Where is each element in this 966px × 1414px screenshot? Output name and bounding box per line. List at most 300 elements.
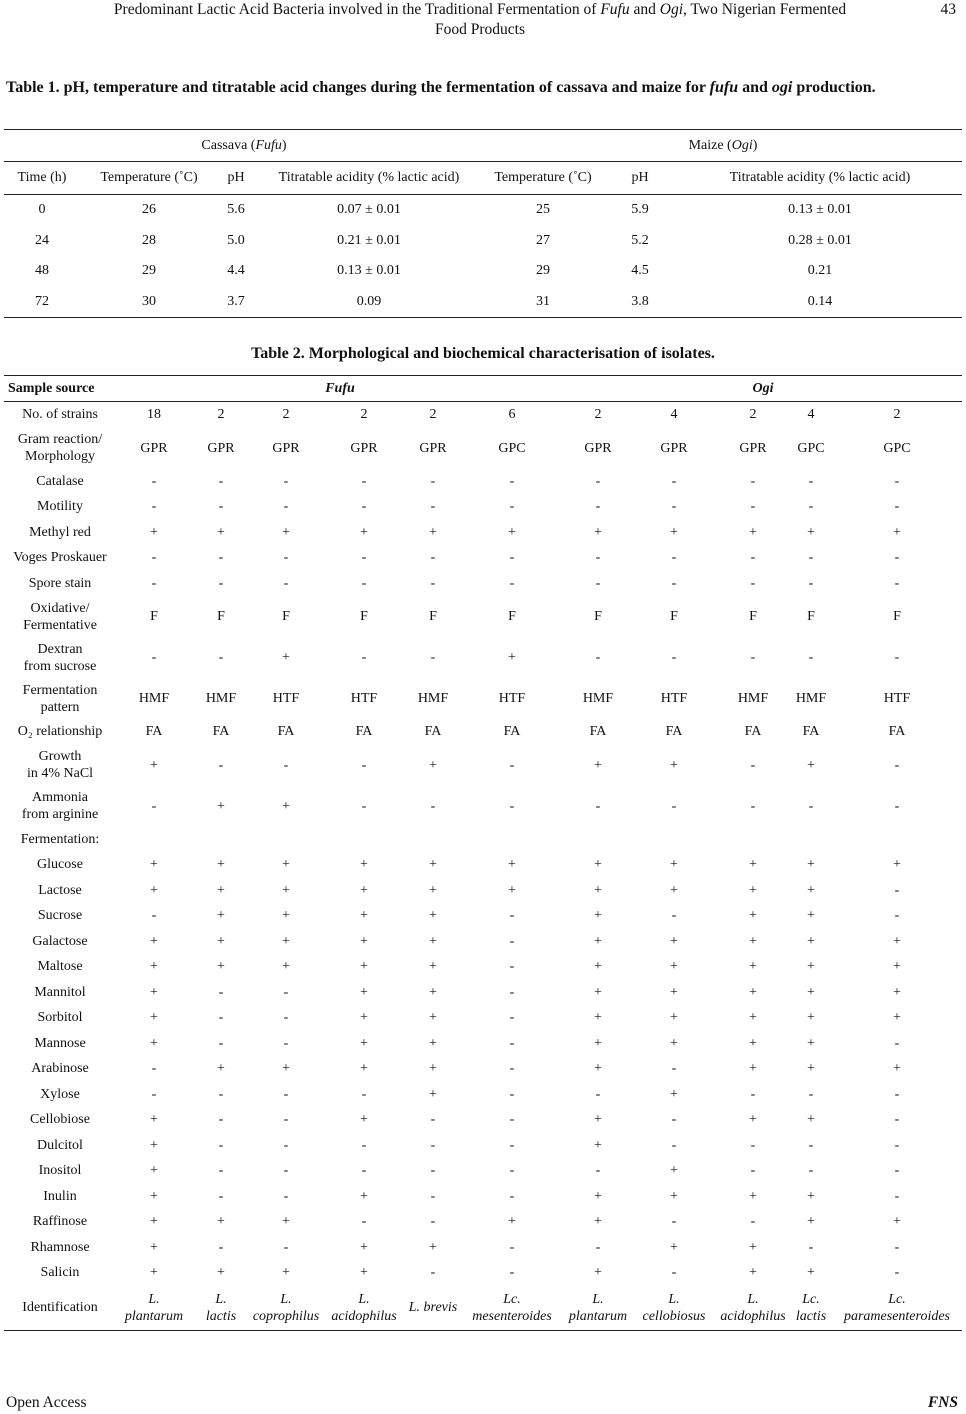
table1-row	[4, 195, 962, 226]
table2-cell: -	[151, 1061, 157, 1077]
table1-cell: 3.7	[227, 293, 245, 309]
table2-cell	[790, 827, 832, 853]
table1-header: pH	[218, 162, 254, 195]
identification-cell: L. plantarum	[124, 1291, 184, 1324]
table1-cell: 48	[35, 263, 49, 279]
table2-cell: +	[749, 1035, 757, 1051]
table2-cell: +	[749, 959, 757, 975]
table2-cell: -	[218, 1163, 224, 1179]
table2-cell: -	[430, 575, 436, 591]
table2-cell: -	[361, 1086, 367, 1102]
table2-cell: -	[894, 1137, 900, 1153]
table2-row	[4, 1005, 962, 1031]
table2-cell: -	[671, 798, 677, 814]
table2-cell: +	[429, 1239, 437, 1255]
table2-cell: FA	[665, 724, 683, 740]
table2-cell: +	[670, 959, 678, 975]
table2-cell: -	[595, 550, 601, 566]
table2-row-label: Mannose	[34, 1035, 86, 1051]
table2-cell: -	[894, 882, 900, 898]
table2-cell: +	[508, 1214, 516, 1230]
table2-row-label: Gram reaction/ Morphology	[17, 432, 103, 464]
table2-cell: -	[361, 798, 367, 814]
table2-row	[4, 719, 962, 745]
table2-cell: -	[595, 499, 601, 515]
table2-cell: +	[150, 1035, 158, 1051]
table1-header: Temperature (˚C)	[80, 162, 218, 195]
table2-cell: -	[894, 1163, 900, 1179]
table2-cell: -	[894, 1265, 900, 1281]
table2-cell: +	[594, 1061, 602, 1077]
table2-cell: -	[595, 1086, 601, 1102]
table2-cell: -	[430, 798, 436, 814]
table2-row-label: Motility	[37, 499, 83, 515]
table2-row-label: Glucose	[37, 857, 83, 873]
table2-cell: -	[283, 1239, 289, 1255]
table2-cell: -	[283, 473, 289, 489]
table2-cell: -	[218, 1239, 224, 1255]
table2-row-label: Maltose	[37, 959, 83, 975]
table2-cell: -	[361, 473, 367, 489]
table1-caption-fufu: fufu	[709, 79, 739, 96]
table2-cell: +	[150, 1265, 158, 1281]
table2-cell: +	[150, 1214, 158, 1230]
table2-cell: +	[360, 1188, 368, 1204]
table2-cell: +	[150, 882, 158, 898]
table2-row-label: Xylose	[40, 1086, 80, 1102]
table2-cell: +	[807, 1214, 815, 1230]
table2-cell: -	[894, 499, 900, 515]
table2-cell	[716, 827, 790, 853]
table2-row-label: Methyl red	[29, 524, 91, 540]
table2-cell: -	[509, 1188, 515, 1204]
identification-cell: L. acidophilus	[331, 1291, 397, 1324]
table2-cell: +	[150, 1137, 158, 1153]
group-maize	[484, 130, 962, 162]
table2-cell: -	[218, 650, 224, 665]
table2-cell: -	[430, 1188, 436, 1204]
table2-cell: HMF	[417, 691, 449, 706]
table2-cell: -	[430, 1214, 436, 1230]
table2-cell: GPR	[660, 440, 688, 456]
running-head	[40, 0, 920, 40]
table2-cell: +	[594, 908, 602, 924]
table2-cell: -	[218, 473, 224, 489]
table2-cell: -	[509, 1163, 515, 1179]
table2-row	[4, 1107, 962, 1133]
table1-caption-text: Table 1. pH, temperature and titratable acid changes during the fermentation of cassava and maize for	[6, 79, 710, 96]
group-cassava-paren: )	[281, 137, 287, 153]
table2-row	[4, 571, 962, 597]
table2-cell	[460, 827, 564, 853]
table2-cell: -	[808, 1137, 814, 1153]
table2-row-label: Oxidative/ Fermentative	[23, 600, 97, 633]
table1-cell: 27	[536, 232, 550, 248]
table2-cell: -	[509, 959, 515, 975]
table2-cell: -	[430, 1265, 436, 1281]
table2-cell: -	[671, 1061, 677, 1077]
table2-row-label: Fermentation pattern	[22, 682, 98, 715]
table2-cell: -	[671, 1214, 677, 1230]
table2-cell: +	[360, 1061, 368, 1077]
table2-cell: -	[361, 757, 367, 773]
table1-caption-ogi: ogi	[771, 79, 793, 96]
table2-cell: +	[594, 1112, 602, 1128]
table1	[4, 129, 962, 318]
table2-cell: +	[594, 933, 602, 949]
identification-label: Identification	[22, 1300, 98, 1315]
table2-cell: -	[283, 550, 289, 566]
table2-cell: -	[595, 650, 601, 665]
table1-caption	[6, 78, 962, 98]
table2-cell: -	[509, 1061, 515, 1077]
table2-cell: F	[508, 609, 516, 624]
table2-cell: +	[282, 857, 290, 873]
table2-row-label: Galactose	[32, 933, 88, 949]
table2-cell: FA	[503, 724, 521, 740]
table2-cell: -	[509, 550, 515, 566]
table2-cell: -	[750, 1086, 756, 1102]
table2-cell: F	[807, 609, 815, 624]
table2-cell: +	[893, 959, 901, 975]
table2-cell: +	[217, 959, 225, 975]
table2-cell: +	[670, 984, 678, 1000]
table2-cell: +	[282, 650, 290, 665]
table2-cell: +	[749, 1010, 757, 1026]
table2-cell: +	[508, 650, 516, 665]
table2-cell: -	[509, 473, 515, 489]
table2-row	[4, 980, 962, 1006]
table2-cell: -	[151, 499, 157, 515]
table2-cell: +	[217, 524, 225, 540]
group-maize-text: Maize (	[688, 137, 732, 153]
table2-row-label: Inositol	[38, 1163, 82, 1179]
table2-cell: -	[750, 757, 756, 773]
table2-row-label: Mannitol	[34, 984, 86, 1000]
table1-cell: 5.6	[227, 202, 245, 218]
table2-cell: +	[594, 882, 602, 898]
table2-row	[4, 786, 962, 827]
table2-cell: -	[151, 908, 157, 924]
table2-cell: +	[150, 757, 158, 773]
table2-cell: +	[150, 857, 158, 873]
table2-cell: -	[671, 550, 677, 566]
table2-cell: +	[150, 984, 158, 1000]
table2-cell: +	[360, 933, 368, 949]
table2-cell: +	[594, 857, 602, 873]
table2-cell: +	[749, 933, 757, 949]
table2-cell: -	[808, 1163, 814, 1179]
table2-cell: -	[894, 908, 900, 924]
table2-cell	[406, 827, 460, 853]
table2-cell: -	[671, 473, 677, 489]
table1-cell: 0	[38, 202, 46, 218]
table2-cell: +	[429, 1061, 437, 1077]
table1-cell: 0.13 ± 0.01	[337, 263, 401, 279]
table2-cell: -	[361, 575, 367, 591]
table1-cell: 30	[142, 293, 156, 309]
table2-cell: +	[670, 1239, 678, 1255]
table2-cell: -	[283, 1086, 289, 1102]
table2-cell: -	[151, 550, 157, 566]
table2-cell: +	[360, 908, 368, 924]
table2-cell: +	[807, 882, 815, 898]
table2-row	[4, 827, 962, 853]
table2-cell: +	[749, 984, 757, 1000]
table1-caption-and: and	[738, 79, 772, 96]
table2-cell: +	[429, 959, 437, 975]
table2-cell: +	[807, 933, 815, 949]
table2-cell: HTF	[498, 691, 526, 706]
table2-cell: -	[750, 650, 756, 665]
table2-cell	[250, 827, 322, 853]
table2-cell: -	[509, 757, 515, 773]
table2-cell: +	[594, 1188, 602, 1204]
table2-cell: -	[509, 1239, 515, 1255]
group-cassava-text: Cassava (	[201, 137, 256, 153]
table2-row-label: Sucrose	[37, 908, 83, 924]
table2-row	[4, 929, 962, 955]
table2-cell: +	[749, 1265, 757, 1281]
table2-cell: 2	[217, 407, 225, 423]
table2-cell: -	[671, 1265, 677, 1281]
table2-cell: +	[360, 1010, 368, 1026]
identification-cell: Lc. paramesenteroides	[843, 1291, 951, 1324]
table2-row	[4, 1158, 962, 1184]
table2-row-label: Sorbitol	[37, 1010, 83, 1026]
table2-cell: -	[750, 798, 756, 814]
table2-cell: +	[150, 1010, 158, 1026]
table2-cell: 4	[807, 407, 815, 423]
table2-cell: +	[594, 1265, 602, 1281]
table2-cell: -	[283, 757, 289, 773]
table2-cell	[192, 827, 250, 853]
identification-cell: L. brevis	[408, 1300, 458, 1315]
table2-cell: -	[894, 798, 900, 814]
table2-cell: FA	[424, 724, 442, 740]
table2	[4, 375, 962, 1331]
table2-cell: +	[282, 882, 290, 898]
table2-cell: -	[750, 1137, 756, 1153]
running-head-fufu: Fufu	[600, 1, 630, 18]
table2-row-label: Lactose	[38, 882, 82, 898]
table2-cell: -	[750, 575, 756, 591]
table2-cell: +	[749, 1239, 757, 1255]
table1-cell: 0.14	[807, 293, 833, 309]
table2-cell: -	[750, 499, 756, 515]
table2-cell: -	[218, 575, 224, 591]
table2-cell: +	[670, 1188, 678, 1204]
table2-cell: -	[509, 798, 515, 814]
table2-cell: -	[509, 1137, 515, 1153]
table2-row-label: Raffinose	[32, 1214, 88, 1230]
table2-row	[4, 745, 962, 786]
table2-cell: +	[217, 908, 225, 924]
table1-cell: 5.0	[227, 232, 245, 248]
running-head-and: and	[629, 1, 660, 18]
table2-row	[4, 545, 962, 571]
table2-row-label: Rhamnose	[30, 1239, 90, 1255]
table2-row-label: Arabinose	[31, 1061, 89, 1077]
table2-cell: -	[283, 1163, 289, 1179]
identification-cell: Lc. lactis	[795, 1291, 827, 1324]
table2-cell: -	[894, 757, 900, 773]
table2-cell: -	[509, 499, 515, 515]
table2-cell: -	[430, 1163, 436, 1179]
table1-cell: 24	[35, 232, 49, 248]
table1-cell: 0.28 ± 0.01	[788, 232, 852, 248]
table2-cell: -	[509, 1086, 515, 1102]
table2-cell: +	[807, 908, 815, 924]
table2-cell: -	[808, 550, 814, 566]
table2-cell: FA	[277, 724, 295, 740]
table1-cell: 29	[536, 263, 550, 279]
table1-caption-end: production.	[792, 79, 876, 96]
table2-cell: +	[217, 933, 225, 949]
table2-cell: 2	[893, 407, 901, 423]
table2-cell: 2	[360, 407, 368, 423]
table2-cell: -	[283, 575, 289, 591]
table2-cell: -	[218, 1010, 224, 1026]
identification-cell: L. plantarum	[568, 1291, 628, 1324]
table2-cell: +	[217, 798, 225, 814]
table2-row-label: Salicin	[40, 1265, 80, 1281]
table2-cell: -	[509, 908, 515, 924]
table2-cell: +	[749, 1112, 757, 1128]
table2-row-label: Fermentation:	[20, 831, 100, 847]
table2-cell: FA	[802, 724, 820, 740]
table2-cell: +	[594, 959, 602, 975]
table2-cell: +	[150, 1188, 158, 1204]
table2-cell: -	[283, 1112, 289, 1128]
table2-row	[4, 678, 962, 719]
table2-cell: +	[594, 1010, 602, 1026]
table2-cell: +	[360, 882, 368, 898]
table2-cell: +	[150, 1239, 158, 1255]
table2-cell: +	[429, 524, 437, 540]
table2-cell: +	[807, 1035, 815, 1051]
group-cassava	[4, 130, 484, 162]
table2-cell: -	[595, 1163, 601, 1179]
table2-cell: FA	[212, 724, 230, 740]
table2-cell: -	[283, 1010, 289, 1026]
table2-cell: 6	[508, 407, 516, 423]
table2-cell: -	[808, 650, 814, 665]
table2-cell: +	[807, 959, 815, 975]
table2-cell: +	[670, 1163, 678, 1179]
table2-cell: -	[808, 1239, 814, 1255]
table2-cell: -	[361, 499, 367, 515]
table2-cell: -	[894, 575, 900, 591]
table2-cell: -	[509, 1112, 515, 1128]
table2-cell: +	[807, 1010, 815, 1026]
table2-cell: -	[894, 1188, 900, 1204]
table2-cell: +	[508, 524, 516, 540]
table2-cell: -	[595, 473, 601, 489]
table2-cell: 2	[282, 407, 290, 423]
table2-cell: +	[429, 984, 437, 1000]
table2-cell: +	[150, 1163, 158, 1179]
table2-cell: +	[807, 524, 815, 540]
table2-cell: +	[749, 524, 757, 540]
table1-header: pH	[602, 162, 678, 195]
table2-cell: -	[218, 1086, 224, 1102]
table2-cell: +	[217, 1214, 225, 1230]
table2-cell: -	[509, 1265, 515, 1281]
table2-cell: -	[894, 1112, 900, 1128]
table2-cell: HMF	[737, 691, 769, 706]
table2-cell: -	[430, 473, 436, 489]
table2-cell: -	[509, 1035, 515, 1051]
table2-cell: -	[671, 575, 677, 591]
table2-cell: -	[894, 650, 900, 665]
table2-cell: -	[808, 499, 814, 515]
table2-row	[4, 494, 962, 520]
table2-cell: -	[218, 1112, 224, 1128]
table2-cell: GPR	[350, 440, 378, 456]
table2-cell: +	[670, 933, 678, 949]
table2-cell: +	[360, 1035, 368, 1051]
table2-cell	[564, 827, 632, 853]
table2-cell: -	[671, 1112, 677, 1128]
table2-cell: FA	[355, 724, 373, 740]
table2-cell: -	[218, 757, 224, 773]
table2-cell: GPR	[140, 440, 168, 456]
table1-header: Temperature (˚C)	[484, 162, 602, 195]
table2-cell: F	[893, 609, 901, 624]
table2-cell: -	[595, 1239, 601, 1255]
table2-cell: +	[282, 798, 290, 814]
table2-cell: 2	[749, 407, 757, 423]
table2-cell: +	[893, 1214, 901, 1230]
table2-cell: -	[894, 1239, 900, 1255]
table2-cell: +	[749, 1188, 757, 1204]
source-ogi: Ogi	[564, 376, 962, 402]
table1-cell: 0.07 ± 0.01	[337, 202, 401, 218]
table2-cell: GPR	[419, 440, 447, 456]
table2-cell: 2	[594, 407, 602, 423]
table2-cell: +	[282, 1061, 290, 1077]
table2-cell	[116, 827, 192, 853]
table2-cell: -	[894, 473, 900, 489]
table2-cell: +	[508, 857, 516, 873]
table2-cell: -	[671, 650, 677, 665]
table2-cell: +	[893, 857, 901, 873]
table2-row	[4, 402, 962, 428]
table2-cell: -	[671, 908, 677, 924]
table2-cell: F	[670, 609, 678, 624]
table1-cell: 5.9	[631, 202, 649, 218]
table2-cell: -	[430, 499, 436, 515]
table2-cell: -	[151, 650, 157, 665]
table1-row	[4, 226, 962, 257]
table1-cell: 31	[536, 293, 550, 309]
table2-cell: -	[283, 1035, 289, 1051]
table2-cell: -	[509, 575, 515, 591]
table2-cell: -	[750, 473, 756, 489]
table2-cell: F	[150, 609, 158, 624]
table2-cell	[832, 827, 962, 853]
table2-cell: +	[670, 757, 678, 773]
table2-cell: -	[894, 1086, 900, 1102]
table2-cell: -	[361, 550, 367, 566]
table2-cell: +	[360, 524, 368, 540]
table2-row	[4, 596, 962, 637]
table2-cell: -	[430, 1137, 436, 1153]
table2-cell: +	[594, 1137, 602, 1153]
table2-cell: -	[808, 798, 814, 814]
table1-cell: 0.21	[807, 263, 833, 279]
